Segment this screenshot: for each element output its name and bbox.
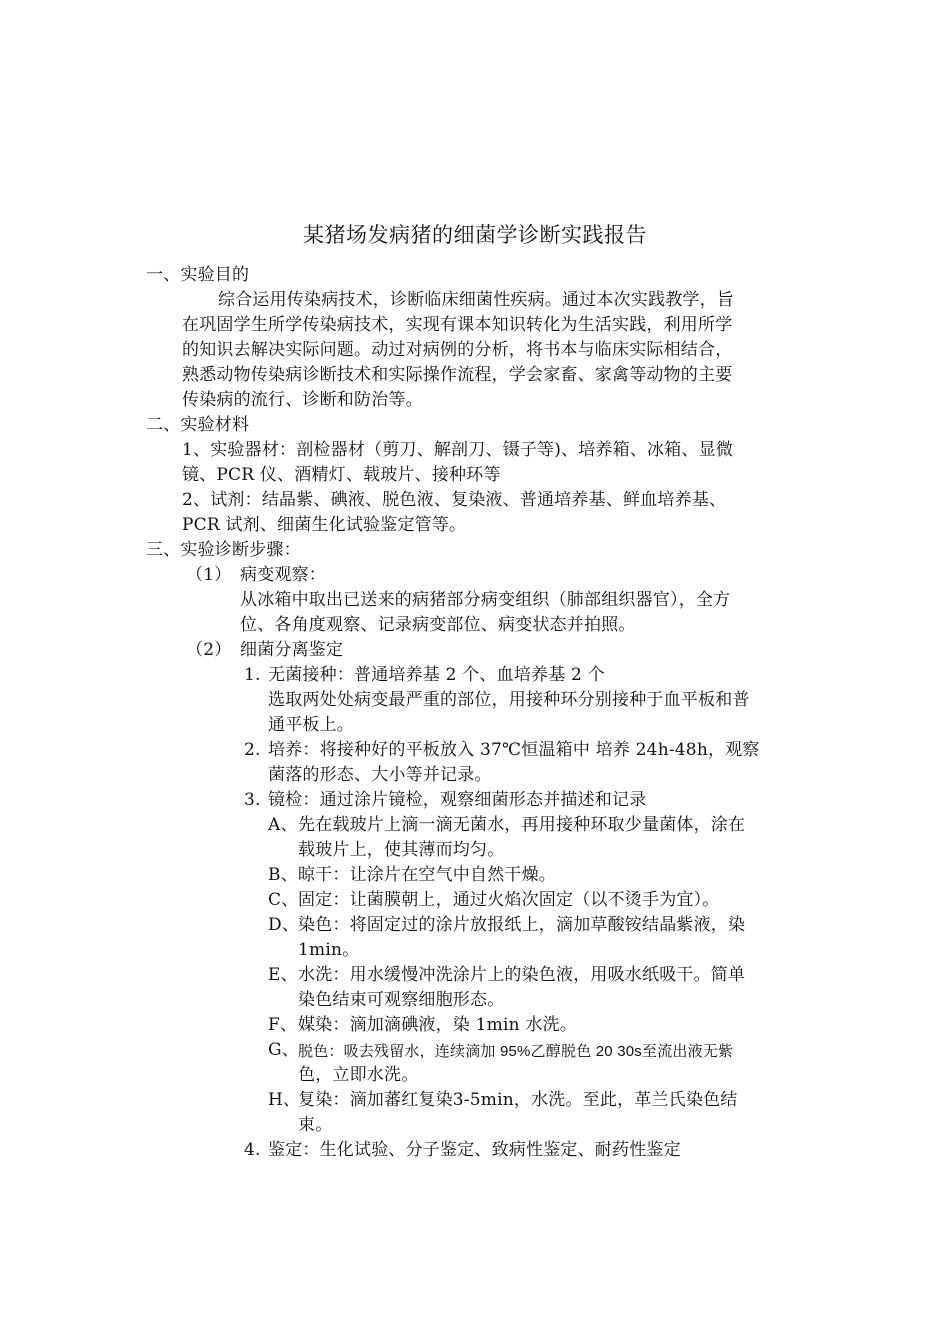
step-line: 复染：滴加蕃红复染3-5min，水洗。至此，革兰氏染色结 xyxy=(298,1090,738,1110)
step-label: E、 xyxy=(268,965,298,985)
step-line: 媒染：滴加滴碘液，染 1min 水洗。 xyxy=(298,1015,577,1035)
paragraph-line: 菌落的形态、大小等并记录。 xyxy=(268,765,492,785)
step-label: F、 xyxy=(268,1015,298,1035)
subsection-1-title: 病变观察： xyxy=(240,565,326,585)
step-label: G、 xyxy=(268,1040,299,1060)
step-line: 束。 xyxy=(298,1115,333,1135)
step-line: 先在载玻片上滴一滴无菌水，再用接种环取少量菌体，涂在 xyxy=(298,815,746,835)
step-line: 载玻片上，使其薄而均匀。 xyxy=(298,840,505,860)
step-line: 色，立即水洗。 xyxy=(298,1065,419,1085)
paragraph-line: 镜、PCR 仪、酒精灯、载玻片、接种环等 xyxy=(182,465,501,485)
paragraph-line: 无菌接种：普通培养基 2 个、血培养基 2 个 xyxy=(268,665,605,685)
step-line: 水洗：用水缓慢冲洗涂片上的染色液，用吸水纸吸干。简单 xyxy=(298,965,746,985)
paragraph-line: 通平板上。 xyxy=(268,715,354,735)
paragraph-line: 位、各角度观察、记录病变部位、病变状态并拍照。 xyxy=(240,615,636,635)
paragraph-line: 鉴定：生化试验、分子鉴定、致病性鉴定、耐药性鉴定 xyxy=(268,1140,681,1160)
item-3-number: 3. xyxy=(244,790,261,810)
paragraph-line: PCR 试剂、细菌生化试验鉴定管等。 xyxy=(182,515,467,535)
subsection-1-label: （1） xyxy=(186,565,232,585)
step-line: 晾干：让涂片在空气中自然干燥。 xyxy=(298,865,556,885)
step-line: 染色：将固定过的涂片放报纸上，滴加草酸铵结晶紫液，染 xyxy=(298,915,746,935)
item-1-number: 1. xyxy=(244,665,261,685)
step-label: D、 xyxy=(268,915,300,935)
paragraph-line: 1、实验器材：剖检器材（剪刀、解剖刀、镊子等)、培养箱、冰箱、显微 xyxy=(182,440,734,460)
step-label: C、 xyxy=(268,890,299,910)
paragraph-line: 的知识去解决实际问题。动过对病例的分析，将书本与临床实际相结合， xyxy=(182,340,733,360)
step-label: A、 xyxy=(268,815,298,835)
step-label: B、 xyxy=(268,865,298,885)
item-2-number: 2. xyxy=(244,740,261,760)
step-line: 染色结束可观察细胞形态。 xyxy=(298,990,505,1010)
paragraph-line: 熟悉动物传染病诊断技术和实际操作流程，学会家畜、家禽等动物的主要 xyxy=(182,365,733,385)
paragraph-line: 在巩固学生所学传染病技术，实现有课本知识转化为生活实践，利用所学 xyxy=(182,315,733,335)
step-label: H、 xyxy=(268,1090,301,1110)
item-4-number: 4. xyxy=(244,1140,261,1160)
subsection-2-title: 细菌分离鉴定 xyxy=(240,640,344,660)
step-line: 固定：让菌膜朝上，通过火焰次固定（以不烫手为宜）。 xyxy=(298,890,720,910)
paragraph-line: 2、试剂：结晶紫、碘液、脱色液、复染液、普通培养基、鲜血培养基、 xyxy=(182,490,727,510)
step-line: 1min。 xyxy=(298,940,360,960)
subsection-2-label: （2） xyxy=(186,640,232,660)
step-line: 脱色：吸去残留水，连续滴加 95%乙醇脱色 20 30s至流出液无紫 xyxy=(298,1043,734,1060)
paragraph-line: 选取两处处病变最严重的部位，用接种环分别接种于血平板和普 xyxy=(268,690,750,710)
paragraph-line: 综合运用传染病技术，诊断临床细菌性疾病。通过本次实践教学，旨 xyxy=(218,290,734,310)
paragraph-line: 镜检：通过涂片镜检，观察细菌形态并描述和记录 xyxy=(268,790,647,810)
paragraph-line: 传染病的流行、诊断和防治等。 xyxy=(182,390,423,410)
section-2-heading: 二、实验材料 xyxy=(146,415,250,435)
paragraph-line: 从冰箱中取出已送来的病猪部分病变组织（肺部组织器官），全方 xyxy=(240,590,731,610)
section-3-heading: 三、实验诊断步骤： xyxy=(146,540,301,560)
page-title: 某猪场发病猪的细菌学诊断实践报告 xyxy=(303,223,647,247)
section-1-heading: 一、实验目的 xyxy=(146,265,250,285)
paragraph-line: 培养：将接种好的平板放入 37℃恒温箱中 培养 24h-48h，观察 xyxy=(268,740,760,760)
